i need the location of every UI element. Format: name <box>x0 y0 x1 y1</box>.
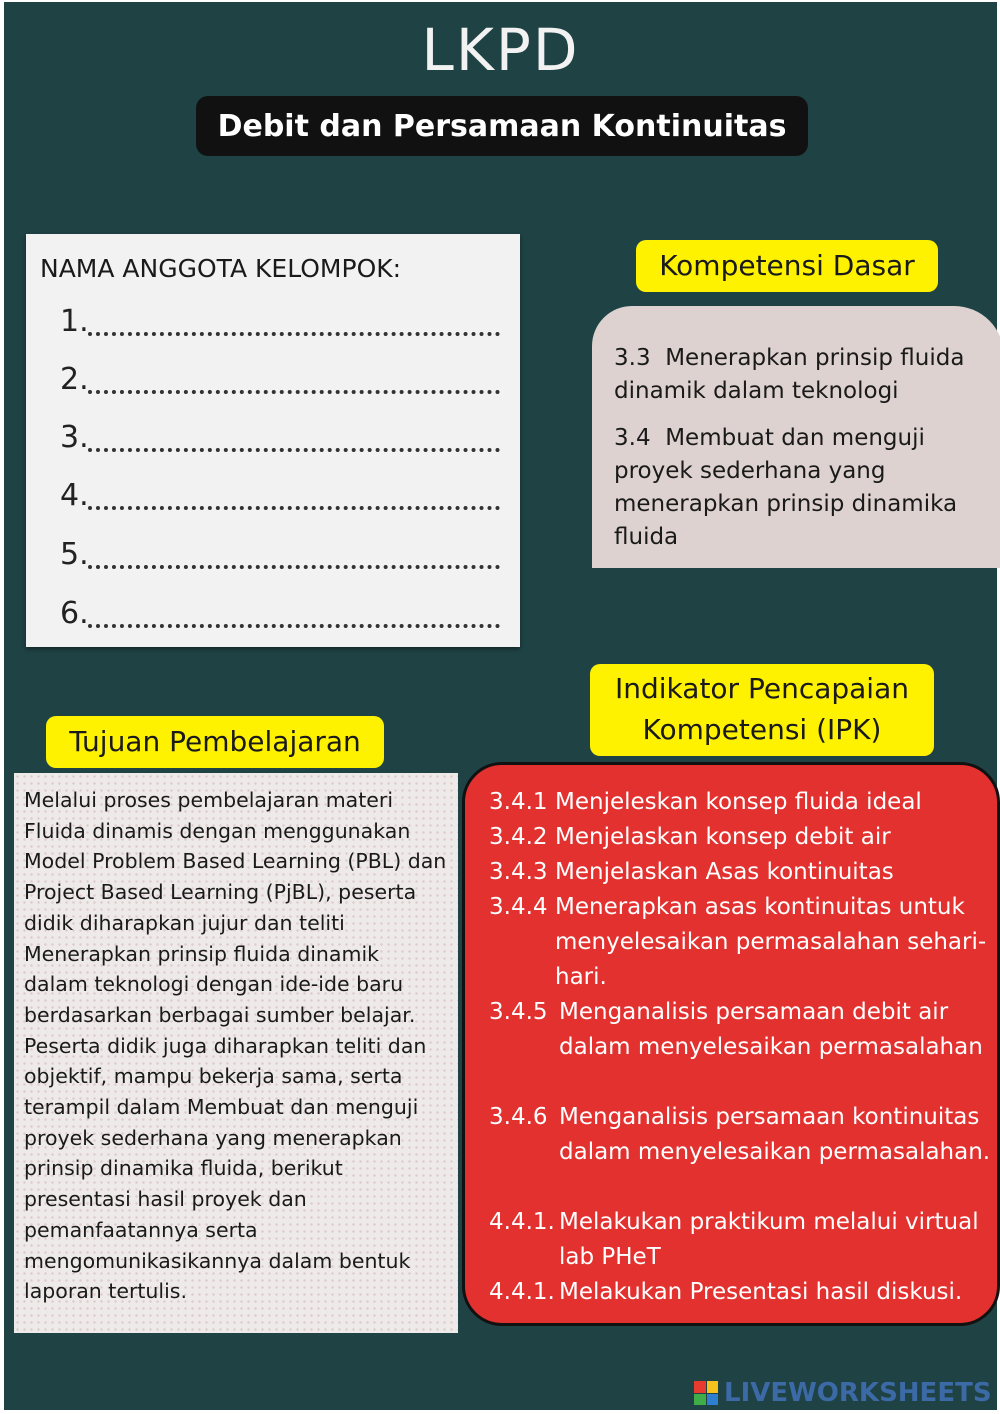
ipk-text: Melakukan Presentasi hasil diskusi. <box>559 1279 963 1305</box>
kd-text: Membuat dan menguji proyek sederhana yang menerapkan prinsip dinamika fluida <box>614 425 958 550</box>
liveworksheets-logo-icon <box>694 1381 718 1405</box>
member-line-1[interactable] <box>60 304 500 344</box>
ipk-text: Menjeleskan konsep fluida ideal <box>555 789 922 815</box>
kompetensi-dasar-label: Kompetensi Dasar <box>636 240 938 292</box>
kd-item <box>614 342 984 408</box>
dotted-line <box>88 624 500 628</box>
member-number: 4. <box>60 478 89 513</box>
dotted-line <box>88 506 500 510</box>
member-number: 1. <box>60 304 89 339</box>
ipk-label-line-2: Kompetensi (IPK) <box>642 713 882 746</box>
ipk-text: Menganalisis persamaan kontinuitas dalam menyelesaikan permasalahan. <box>559 1104 991 1165</box>
ipk-code: 3.4.1 <box>489 789 548 815</box>
ipk-text: Menjelaskan Asas kontinuitas <box>555 859 894 885</box>
dotted-line <box>88 390 500 394</box>
kd-text: Menerapkan prinsip fluida dinamik dalam teknologi <box>614 345 965 404</box>
kd-code: 3.3 <box>614 345 651 371</box>
ipk-code: 3.4.3 <box>489 859 548 885</box>
tujuan-pembelajaran-box <box>14 773 458 1333</box>
ipk-text: Melakukan praktikum melalui virtual lab PHeT <box>559 1209 979 1270</box>
member-number: 6. <box>60 596 89 631</box>
ipk-text: Menjelaskan konsep debit air <box>555 824 891 850</box>
dotted-line <box>88 332 500 336</box>
ipk-code: 3.4.4 <box>489 894 548 920</box>
member-line-2[interactable] <box>60 362 500 402</box>
member-line-4[interactable] <box>60 478 500 518</box>
dotted-line <box>88 565 500 569</box>
member-line-5[interactable] <box>60 537 500 577</box>
group-members-card <box>26 234 520 647</box>
liveworksheets-watermark <box>694 1378 992 1408</box>
group-members-heading: NAMA ANGGOTA KELOMPOK: <box>40 254 402 283</box>
ipk-text: Menerapkan asas kontinuitas untuk menyelesaikan permasalahan sehari-hari. <box>555 894 987 990</box>
page-subtitle: Debit dan Persamaan Kontinuitas <box>196 96 808 156</box>
ipk-text: Menganalisis persamaan debit air dalam menyelesaikan permasalahan <box>559 999 983 1060</box>
ipk-code: 4.4.1. <box>489 1279 555 1305</box>
dotted-line <box>88 448 500 452</box>
member-line-3[interactable] <box>60 420 500 460</box>
page-title: LKPD <box>421 16 580 84</box>
member-number: 3. <box>60 420 89 455</box>
member-number: 2. <box>60 362 89 397</box>
ipk-code: 3.4.2 <box>489 824 548 850</box>
kd-code: 3.4 <box>614 425 651 451</box>
ipk-code: 4.4.1. <box>489 1209 555 1235</box>
tujuan-pembelajaran-text: Melalui proses pembelajaran materi Fluida dinamis dengan menggunakan Model Problem Based Learning (PBL) dan Project Based Learning (PjBL), peserta didik diharapkan jujur dan teliti Menerapkan prinsip fluida dinamik dalam teknologi dengan ide-ide baru berdasarkan berbagai sumber belajar. Peserta didik juga diharapkan teliti dan objektif, mampu bekerja sama, serta terampil dalam Membuat dan menguji proyek sederhana yang menerapkan prinsip dinamika fluida, berikut presentasi hasil proyek dan pemanfaatannya serta mengomunikasikannya dalam bentuk laporan tertulis. <box>24 788 447 1304</box>
tujuan-pembelajaran-label: Tujuan Pembelajaran <box>46 716 384 768</box>
ipk-box <box>462 762 1000 1326</box>
kd-item <box>614 422 984 554</box>
member-number: 5. <box>60 537 89 572</box>
worksheet-page <box>4 2 997 1410</box>
ipk-code: 3.4.6 <box>489 1104 548 1130</box>
watermark-text: LIVEWORKSHEETS <box>724 1378 992 1408</box>
ipk-label-line-1: Indikator Pencapaian <box>615 672 909 705</box>
ipk-label <box>590 664 934 756</box>
kompetensi-dasar-box <box>592 306 1000 568</box>
member-line-6[interactable] <box>60 596 500 636</box>
ipk-code: 3.4.5 <box>489 999 548 1025</box>
